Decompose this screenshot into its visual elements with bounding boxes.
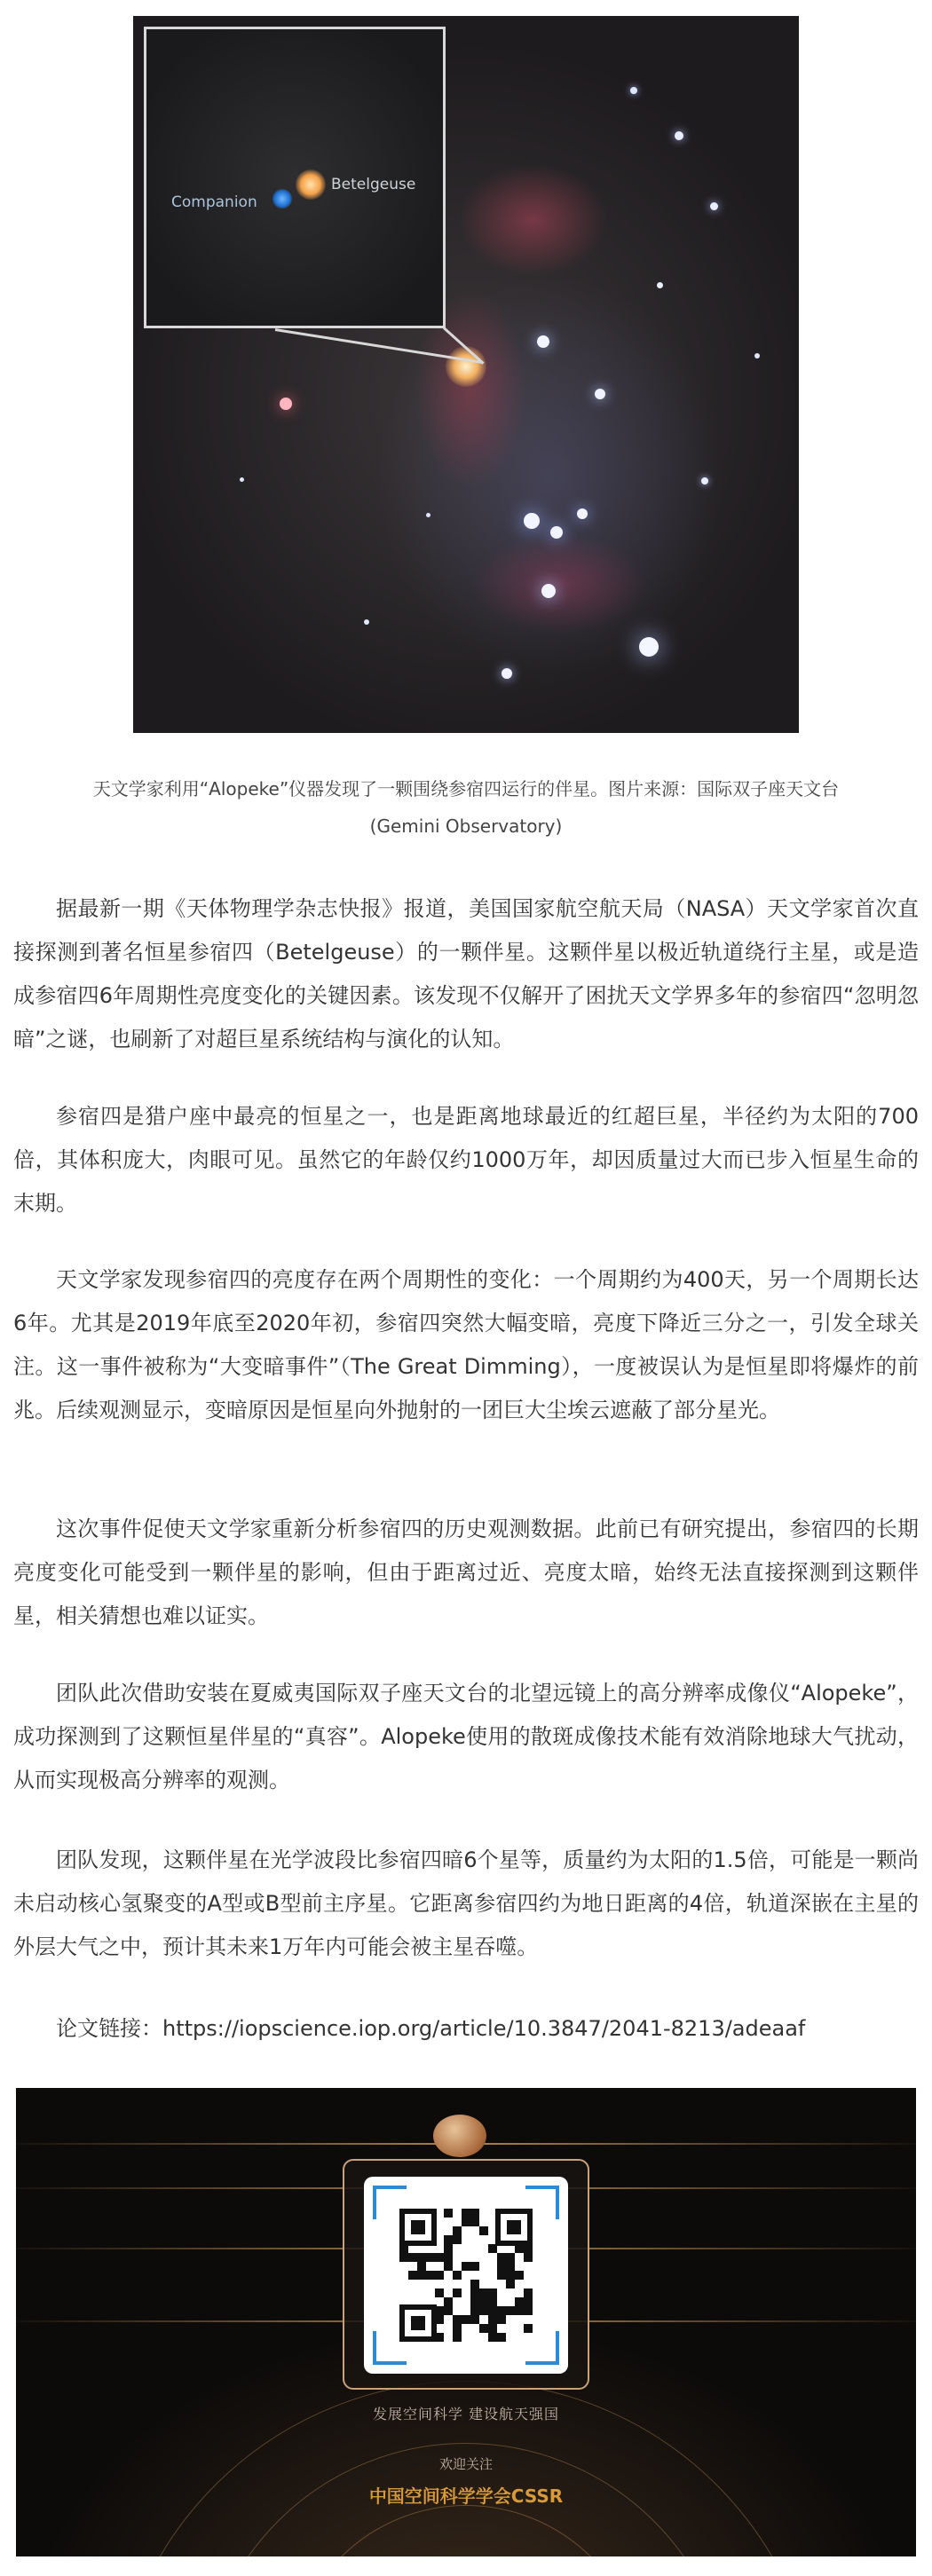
qr-module: [444, 2226, 453, 2235]
qr-module: [444, 2244, 453, 2253]
qr-module: [399, 2280, 408, 2288]
star: [675, 131, 683, 140]
qr-module: [462, 2235, 470, 2244]
qr-module: [488, 2297, 497, 2306]
qr-module: [515, 2333, 524, 2342]
qr-module: [435, 2271, 444, 2280]
qr-module: [453, 2271, 462, 2280]
qr-module: [417, 2288, 426, 2297]
article-paragraph-2: 参宿四是猎户座中最亮的恒星之一，也是距离地球最近的红超巨星，半径约为太阳的700倍，其体积庞大，肉眼可见。虽然它的年龄仅约1000万年，却因质量过大而已步入恒星生命的末期。: [13, 1104, 919, 1216]
qr-module: [462, 2297, 470, 2306]
qr-finder: [399, 2209, 437, 2246]
banner-org-name: 中国空间科学学会CSSR: [368, 2485, 564, 2507]
qr-module: [524, 2271, 533, 2280]
qr-module: [470, 2209, 479, 2218]
qr-module: [417, 2271, 426, 2280]
qr-module: [444, 2306, 453, 2315]
qr-module: [479, 2253, 488, 2262]
qr-module: [470, 2324, 479, 2333]
planet-icon: [433, 2115, 486, 2157]
qr-module: [479, 2297, 488, 2306]
qr-module: [497, 2271, 506, 2280]
qr-module: [462, 2209, 470, 2218]
star: [502, 668, 512, 679]
qr-module: [524, 2253, 533, 2262]
qr-module: [462, 2271, 470, 2280]
qr-module: [453, 2253, 462, 2262]
qr-module: [435, 2262, 444, 2271]
article-paragraph-1: 据最新一期《天体物理学杂志快报》报道，美国国家航空航天局（NASA）天文学家首次直接探测到著名恒星参宿四（Betelgeuse）的一颗伴星。这颗伴星以极近轨道绕行主星，或是造成参宿四6年周期性亮度变化的关键因素。该发现不仅解开了困扰天文学界多年的参宿四“忽明忽暗”之谜，也刷新了对超巨星系统结构与演化的认知。: [13, 896, 919, 1052]
betelgeuse-label: Betelgeuse: [331, 176, 416, 193]
qr-module: [470, 2271, 479, 2280]
qr-module: [506, 2315, 515, 2324]
qr-module: [444, 2288, 453, 2297]
star: [657, 282, 663, 288]
star: [577, 508, 588, 519]
qr-module: [479, 2218, 488, 2226]
qr-module: [506, 2297, 515, 2306]
betelgeuse-star: [446, 346, 486, 387]
qr-finder: [495, 2209, 533, 2246]
qr-module: [426, 2262, 435, 2271]
qr-module: [462, 2253, 470, 2262]
qr-module: [453, 2235, 462, 2244]
qr-module: [470, 2244, 479, 2253]
zoom-inset: [144, 27, 446, 328]
qr-module: [470, 2218, 479, 2226]
qr-module: [506, 2306, 515, 2315]
star: [426, 513, 430, 517]
qr-module: [399, 2262, 408, 2271]
caption-line-2: (Gemini Observatory): [369, 815, 563, 837]
qr-module: [515, 2315, 524, 2324]
qr-module: [497, 2297, 506, 2306]
qr-module: [470, 2288, 479, 2297]
companion-zoom: [272, 189, 292, 209]
qr-module: [417, 2280, 426, 2288]
qr-module: [524, 2315, 533, 2324]
qr-module: [453, 2297, 462, 2306]
qr-module: [479, 2306, 488, 2315]
star: [280, 398, 292, 410]
qr-module: [497, 2288, 506, 2297]
qr-module: [453, 2262, 462, 2271]
qr-module: [524, 2306, 533, 2315]
qr-module: [497, 2280, 506, 2288]
qr-finder: [399, 2304, 437, 2342]
qr-module: [479, 2244, 488, 2253]
qr-module: [497, 2324, 506, 2333]
qr-module: [462, 2288, 470, 2297]
qr-module: [488, 2333, 497, 2342]
star: [754, 353, 760, 358]
qr-module: [399, 2253, 408, 2262]
qr-module: [426, 2288, 435, 2297]
qr-module: [497, 2253, 506, 2262]
qr-module: [488, 2288, 497, 2297]
star: [595, 389, 605, 399]
star: [240, 477, 244, 482]
qr-module: [470, 2253, 479, 2262]
qr-module: [444, 2218, 453, 2226]
qr-module: [417, 2262, 426, 2271]
qr-module: [524, 2288, 533, 2297]
image-caption: [36, 770, 896, 845]
star: [541, 584, 556, 598]
qr-module: [515, 2280, 524, 2288]
qr-module: [462, 2280, 470, 2288]
qr-module: [506, 2253, 515, 2262]
qr-module: [408, 2253, 417, 2262]
qr-module: [435, 2280, 444, 2288]
qr-module: [408, 2288, 417, 2297]
star: [550, 526, 563, 539]
qr-module: [453, 2333, 462, 2342]
star: [537, 335, 549, 348]
qr-module: [444, 2280, 453, 2288]
star: [364, 619, 369, 625]
qr-code-frame: [343, 2159, 589, 2390]
qr-module: [408, 2280, 417, 2288]
qr-module: [462, 2244, 470, 2253]
qr-module: [453, 2288, 462, 2297]
qr-module: [488, 2280, 497, 2288]
qr-module: [462, 2306, 470, 2315]
qr-module: [444, 2235, 453, 2244]
qr-module: [497, 2306, 506, 2315]
qr-module: [426, 2280, 435, 2288]
qr-module: [444, 2333, 453, 2342]
qr-module: [453, 2280, 462, 2288]
article-paragraph-5: 团队此次借助安装在夏威夷国际双子座天文台的北望远镜上的高分辨率成像仪“Alopeke”，成功探测到了这颗恒星伴星的“真容”。Alopeke使用的散斑成像技术能有效消除地球大气扰动，从而实现极高分辨率的观测。: [13, 1681, 919, 1792]
qr-module: [453, 2226, 462, 2235]
qr-module: [462, 2262, 470, 2271]
qr-module: [408, 2262, 417, 2271]
qr-module: [524, 2280, 533, 2288]
qr-module: [488, 2315, 497, 2324]
star: [524, 513, 540, 529]
qr-module: [488, 2324, 497, 2333]
qr-module: [524, 2262, 533, 2271]
qr-module: [488, 2271, 497, 2280]
qr-module: [515, 2262, 524, 2271]
qr-module: [426, 2253, 435, 2262]
qr-module: [453, 2244, 462, 2253]
qr-module: [399, 2288, 408, 2297]
qr-module: [470, 2306, 479, 2315]
qr-module: [524, 2297, 533, 2306]
qr-module: [488, 2253, 497, 2262]
qr-module: [470, 2333, 479, 2342]
qr-code[interactable]: [364, 2177, 568, 2374]
star: [639, 637, 659, 657]
qr-module: [453, 2315, 462, 2324]
qr-module: [488, 2262, 497, 2271]
qr-module: [524, 2333, 533, 2342]
qr-module: [506, 2324, 515, 2333]
qr-module: [470, 2262, 479, 2271]
betelgeuse-zoom: [296, 169, 326, 200]
qr-module: [506, 2288, 515, 2297]
qr-module: [470, 2297, 479, 2306]
qr-module: [488, 2306, 497, 2315]
qr-module: [435, 2253, 444, 2262]
star: [710, 202, 718, 210]
qr-module: [444, 2297, 453, 2306]
qr-module: [453, 2306, 462, 2315]
qr-module: [515, 2271, 524, 2280]
qr-module: [470, 2235, 479, 2244]
qr-module: [462, 2315, 470, 2324]
qr-module: [453, 2218, 462, 2226]
qr-module: [470, 2315, 479, 2324]
qr-module: [479, 2315, 488, 2324]
banner-slogan: 发展空间科学 建设航天强国: [372, 2406, 560, 2422]
qr-module: [470, 2226, 479, 2235]
footer-banner: [16, 2088, 916, 2556]
qr-module: [453, 2324, 462, 2333]
banner-follow-text: 欢迎关注: [438, 2456, 493, 2472]
qr-module: [435, 2288, 444, 2297]
qr-module: [444, 2271, 453, 2280]
qr-module: [426, 2271, 435, 2280]
article-paragraph-4: 这次事件促使天文学家重新分析参宿四的历史观测数据。此前已有研究提出，参宿四的长期亮度变化可能受到一颗伴星的影响，但由于距离过近、亮度太暗，始终无法直接探测到这颗伴星，相关猜想也难以证实。: [13, 1516, 919, 1628]
qr-module: [444, 2253, 453, 2262]
qr-module: [444, 2262, 453, 2271]
qr-module: [479, 2271, 488, 2280]
qr-module: [408, 2271, 417, 2280]
qr-module: [479, 2209, 488, 2218]
qr-module: [515, 2324, 524, 2333]
companion-label: Companion: [171, 193, 257, 211]
qr-module: [462, 2324, 470, 2333]
qr-module: [479, 2262, 488, 2271]
caption-line-1: 天文学家利用“Alopeke”仪器发现了一颗围绕参宿四运行的伴星。图片来源：国际双子座天文台: [92, 778, 840, 800]
star: [630, 87, 637, 94]
qr-module: [479, 2324, 488, 2333]
star: [701, 477, 708, 484]
qr-module: [417, 2253, 426, 2262]
paper-link[interactable]: 论文链接：https://iopscience.iop.org/article/10.3847/2041-8213/adeaaf: [56, 2016, 806, 2041]
qr-module: [462, 2218, 470, 2226]
qr-module: [515, 2297, 524, 2306]
qr-module: [506, 2262, 515, 2271]
qr-module: [444, 2324, 453, 2333]
qr-module: [470, 2280, 479, 2288]
qr-module: [479, 2288, 488, 2297]
qr-module: [462, 2333, 470, 2342]
qr-module: [462, 2226, 470, 2235]
qr-module: [497, 2333, 506, 2342]
qr-module: [506, 2280, 515, 2288]
qr-module: [524, 2324, 533, 2333]
qr-module: [479, 2226, 488, 2235]
qr-module: [444, 2209, 453, 2218]
qr-module: [506, 2271, 515, 2280]
article-paragraph-6: 团队发现，这颗伴星在光学波段比参宿四暗6个星等，质量约为太阳的1.5倍，可能是一颗尚未启动核心氢聚变的A型或B型前主序星。它距离参宿四约为地日距离的4倍，轨道深嵌在主星的外层大气之中，预计其未来1万年内可能会被主星吞噬。: [13, 1847, 919, 1959]
qr-module: [497, 2315, 506, 2324]
qr-module: [515, 2306, 524, 2315]
qr-module: [479, 2333, 488, 2342]
qr-module: [479, 2235, 488, 2244]
qr-module: [515, 2288, 524, 2297]
qr-module: [497, 2262, 506, 2271]
qr-module: [453, 2209, 462, 2218]
qr-module: [399, 2271, 408, 2280]
qr-module: [444, 2315, 453, 2324]
article-paragraph-3: 天文学家发现参宿四的亮度存在两个周期性的变化：一个周期约为400天，另一个周期长达6年。尤其是2019年底至2020年初，参宿四突然大幅变暗，亮度下降近三分之一，引发全球关注。这一事件被称为“大变暗事件”（The Great Dimming），一度被误认为是恒星即将爆炸的前兆。后续观测显示，变暗原因是恒星向外抛射的一团巨大尘埃云遮蔽了部分星光。: [13, 1267, 919, 1422]
qr-module: [479, 2280, 488, 2288]
qr-module: [506, 2333, 515, 2342]
hero-image: [133, 16, 799, 733]
qr-module: [515, 2253, 524, 2262]
